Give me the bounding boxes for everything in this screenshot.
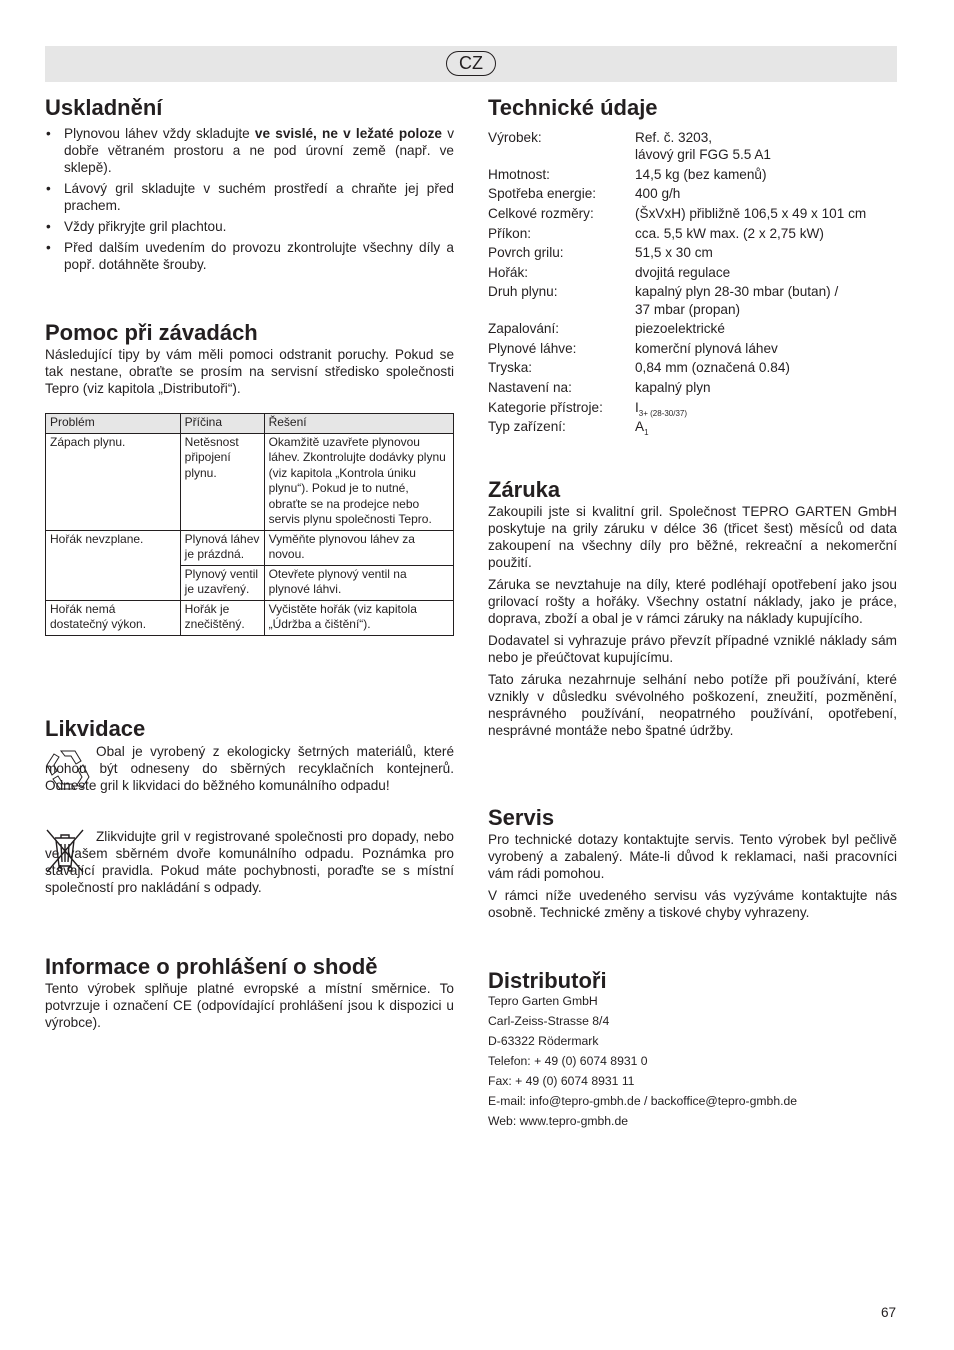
distributor-line: Fax: + 49 (0) 6074 8931 11 (488, 1074, 635, 1088)
troubleshooting-table (45, 413, 454, 636)
spec-value: cca. 5,5 kW max. (2 x 2,75 kW) (635, 226, 824, 241)
spec-label: Nastavení na: (488, 380, 572, 395)
spec-label: Kategorie přístroje: (488, 400, 603, 415)
tech-section (488, 95, 897, 121)
table-cell-problem: Zápach plynu. (46, 433, 181, 530)
spec-value: Ref. č. 3203, (635, 130, 713, 145)
spec-label: Typ zařízení: (488, 419, 566, 434)
distributors-section (488, 968, 897, 1131)
recycle-icon (45, 745, 91, 791)
troubleshooting-table-wrap (45, 413, 454, 636)
distributor-line: Carl-Zeiss-Strasse 8/4 (488, 1014, 610, 1028)
service-section (488, 805, 897, 921)
spec-label: Druh plynu: (488, 284, 558, 299)
spec-label: Povrch grilu: (488, 245, 564, 260)
table-cell-solution: Vyčistěte hořák (viz kapitola „Údržba a čištění“). (264, 600, 453, 635)
list-item: • Před dalším uvedením do provozu zkontrolujte všechny díly a popř. dotáhněte šrouby. (45, 239, 454, 273)
page-number: 67 (881, 1305, 897, 1320)
spec-value: 400 g/h (635, 186, 681, 201)
spec-value: piezoelektrické (635, 321, 725, 336)
conformity-text: Tento výrobek splňuje platné evropské a místní směrnice. To potvrzuje i označení CE (odpovídající prohlášení jsou k dispozici u výrobce). (45, 981, 454, 1030)
distributor-line: Telefon: + 49 (0) 6074 8931 0 (488, 1054, 648, 1068)
spec-value: 51,5 x 30 cm (635, 245, 713, 260)
service-text: V rámci níže uvedeného servisu vás vyzýváme kontaktujte nás osobně. Technické změny a tiskové chyby vyhrazeny. (488, 888, 897, 920)
spec-label: Příkon: (488, 226, 532, 241)
spec-label: Výrobek: (488, 130, 542, 145)
warranty-text: Tato záruka nezahrnuje selhání nebo potíže při používání, které vznikly v důsledku svévolného poškození, zneužití, pozměnění, nesprávného používání, neopatrného používání, opotřebení, nesprávné montáže nebo špatné údržby. (488, 672, 897, 738)
spec-value: kapalný plyn (635, 380, 711, 395)
warranty-text: Dodavatel si vyhrazuje právo převzít případné vzniklé náklady sám nebo je přeúčtovat kupujícímu. (488, 633, 897, 665)
disposal-section (45, 716, 454, 896)
storage-section (45, 95, 454, 277)
spec-label: Plynové láhve: (488, 341, 577, 356)
table-cell-cause: Hořák je znečištěný. (180, 600, 264, 635)
table-header: Příčina (180, 414, 264, 434)
table-cell-problem: Hořák nevzplane. (46, 530, 181, 600)
table-cell-cause: Plynový ventil je uzavřený. (180, 565, 264, 600)
spec-label: Hmotnost: (488, 167, 550, 182)
warranty-section (488, 477, 897, 739)
list-item: • Plynovou láhev vždy skladujte ve svislé, ne v ležaté poloze v dobře větraném prostoru a ne pod úrovní země (např. ve sklepě). (45, 125, 454, 176)
storage-title: Uskladnění (45, 95, 163, 120)
disposal-text-1: Obal je vyrobený z ekologicky šetrných materiálů, které mohou být odneseny do sběrných recyklačních kontejnerů. Odneste gril k likvidaci do běžného komunálního odpadu! (45, 744, 454, 793)
list-item: • Lávový gril skladujte v suchém prostředí a chraňte jej před prachem. (45, 180, 454, 214)
spec-value: komerční plynová láhev (635, 341, 778, 356)
spec-label: Zapalování: (488, 321, 560, 336)
tech-title: Technické údaje (488, 95, 658, 120)
table-header-row (46, 414, 454, 434)
crossed-bin-icon (45, 828, 85, 874)
spec-value: $A_1$ (635, 419, 649, 437)
spec-label: Hořák: (488, 265, 529, 280)
troubleshooting-intro: Následující tipy by vám měli pomoci odstranit poruchy. Pokud se tak nestane, obraťte se prosím na servisní středisko společnosti Tepro (viz kapitola „Distributoři“). (45, 347, 454, 396)
storage-list (45, 125, 454, 273)
table-cell-problem: Hořák nemá dostatečný výkon. (46, 600, 181, 635)
conformity-title: Informace o prohlášení o shodě (45, 954, 378, 979)
table-row (46, 433, 454, 530)
warranty-text: Záruka se nevztahuje na díly, které podléhají opotřebení jako jsou grilovací rošty a hořáky. Všechny ostatní náklady, jako je práce, doprava, zboží a obal je v rámci záruky na náklady kupujícího. (488, 577, 897, 626)
table-cell-cause: Plynová láhev je prázdná. (180, 530, 264, 565)
spec-label: Celkové rozměry: (488, 206, 594, 221)
table-cell-solution: Vyměňte plynovou láhev za novou. (264, 530, 453, 565)
spec-label: Spotřeba energie: (488, 186, 597, 201)
distributor-line: Web: www.tepro-gmbh.de (488, 1114, 628, 1128)
table-row (46, 530, 454, 565)
disposal-text-2: Zlikvidujte gril v registrované společnosti pro dopady, nebo ve vašem sběrném dvoře komunálního odpadu. Poznámka pro stávající pravidla. Pokud máte pochybnosti, poraďte se s místní společností pro nakládání s odpady. (45, 829, 454, 895)
spec-value: kapalný plyn 28-30 mbar (butan) / (635, 284, 839, 299)
list-item: • Vždy přikryjte gril plachtou. (45, 218, 454, 235)
table-header: Problém (46, 414, 181, 434)
table-row (46, 600, 454, 635)
table-cell-solution: Okamžitě uzavřete plynovou láhev. Zkontrolujte dodávky plynu (viz kapitola „Kontrola úniku plynu“). Pokud je to nutné, obraťte se na prodejce nebo servis plynu společnosti Tepro. (264, 433, 453, 530)
distributor-line: E-mail: info@tepro-gmbh.de / backoffice@tepro-gmbh.de (488, 1094, 798, 1108)
troubleshooting-title: Pomoc při závadách (45, 320, 258, 345)
spec-value: lávový gril FGG 5.5 A1 (635, 147, 771, 162)
spec-value: $I_{3+ (28-30/37)}$ (635, 400, 688, 418)
spec-value: 14,5 kg (bez kamenů) (635, 167, 767, 182)
spec-value: dvojitá regulace (635, 265, 731, 280)
warranty-text: Zakoupili jste si kvalitní gril. Společnost TEPRO GARTEN GmbH poskytuje na grily záruku v délce 36 (třicet šest) měsíců od data zakoupení na všechny díly pro běžné, rekreační a nekomerční použití. (488, 504, 897, 570)
table-header: Řešení (264, 414, 453, 434)
language-badge: CZ (446, 51, 496, 76)
conformity-section (45, 954, 454, 1031)
distributor-line: Tepro Garten GmbH (488, 994, 598, 1008)
service-title: Servis (488, 805, 555, 830)
spec-value: 0,84 mm (označená 0.84) (635, 360, 790, 375)
spec-label: Tryska: (488, 360, 533, 375)
table-cell-solution: Otevřete plynový ventil na plynové láhvi. (264, 565, 453, 600)
spec-value: 37 mbar (propan) (635, 302, 741, 317)
table-cell-cause: Netěsnost připojení plynu. (180, 433, 264, 530)
disposal-title: Likvidace (45, 716, 146, 741)
warranty-title: Záruka (488, 477, 561, 502)
spec-value: (ŠxVxH) přibližně 106,5 x 49 x 101 cm (635, 206, 867, 221)
troubleshooting-section (45, 320, 454, 397)
distributors-title: Distributoři (488, 968, 607, 993)
service-text: Pro technické dotazy kontaktujte servis. Tento výrobek byl pečlivě vyrobený a zabalený. Máte-li důvod k reklamaci, naši pracovníci vám rádi pomohou. (488, 832, 897, 881)
distributor-line: D-63322 Rödermark (488, 1034, 599, 1048)
